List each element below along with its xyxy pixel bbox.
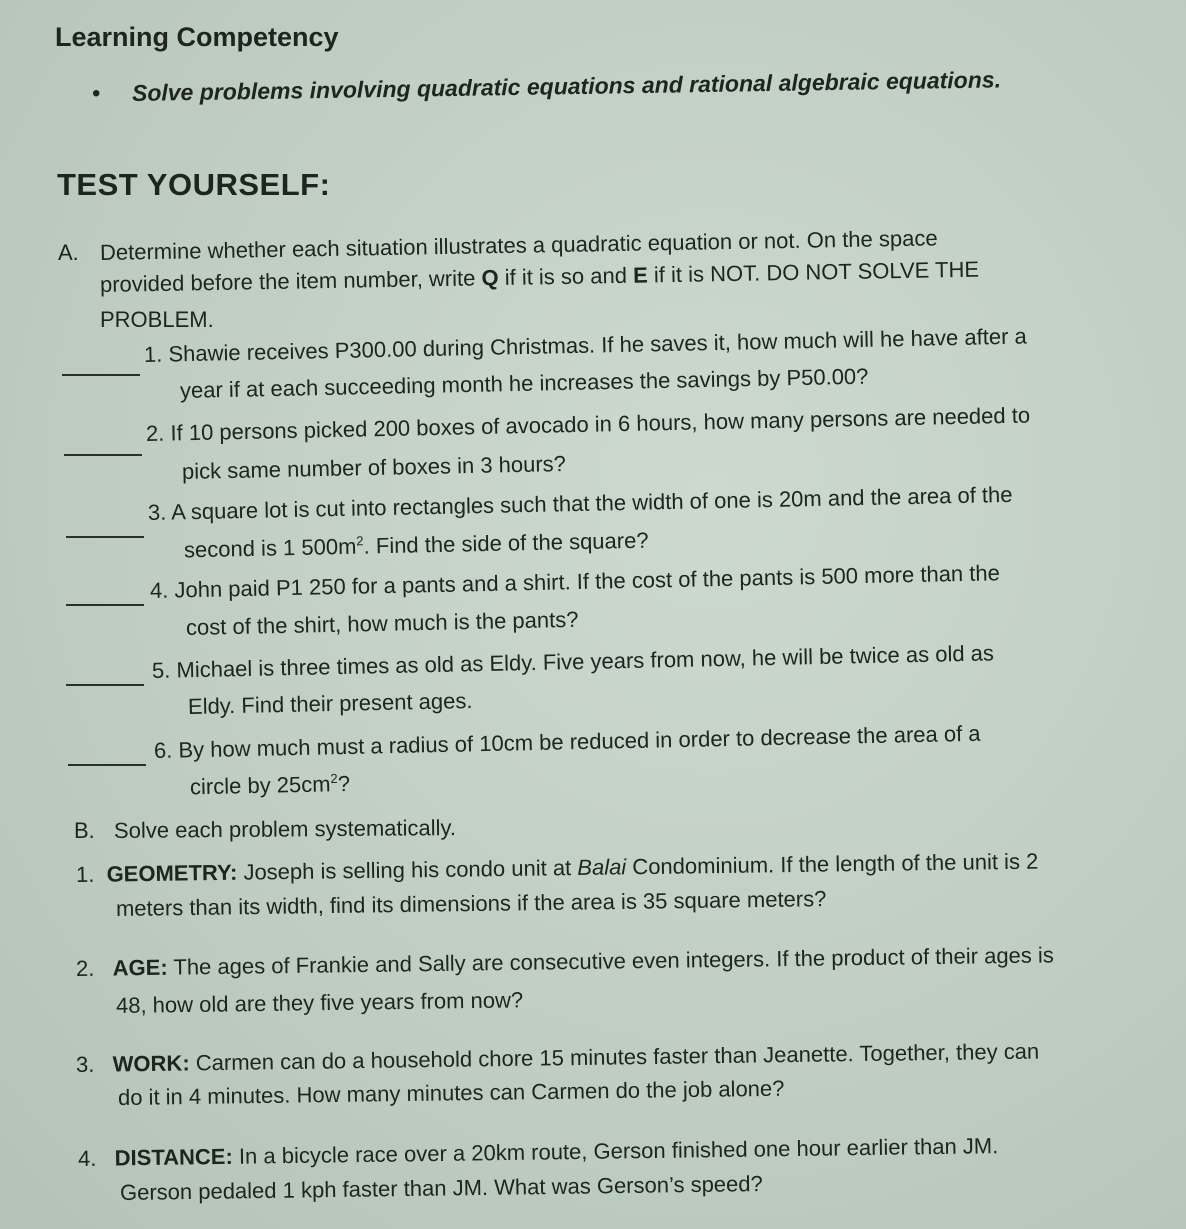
section-a-item-3-line1	[148, 482, 1013, 526]
superscript: 2	[356, 533, 364, 549]
item-text: circle by 25cm	[189, 771, 331, 800]
item-topic: AGE:	[112, 954, 168, 981]
section-b-item-4-line1	[78, 1133, 999, 1172]
competency-heading: Learning Competency	[55, 22, 339, 52]
section-b-item-2-line2: 48, how old are they five years from now?	[115, 987, 524, 1018]
item-text: A square lot is cut into rectangles such that the width of one is 20m and the area of the	[170, 481, 1013, 525]
item-number: 6.	[153, 737, 173, 763]
section-b-item-1-line1	[76, 849, 1039, 888]
answer-blank-4[interactable]	[66, 604, 144, 606]
item-text: Condominium. If the length of the unit is 2	[626, 848, 1039, 880]
instruction-text: if it is so and	[498, 262, 634, 291]
item-text: second is 1 500m	[183, 533, 357, 563]
instruction-e-code: E	[632, 262, 648, 288]
item-text: John paid P1 250 for a pants and a shirt. If the cost of the pants is 500 more than the	[174, 560, 1001, 603]
section-b-label: B.	[74, 818, 95, 843]
item-topic: WORK:	[112, 1050, 190, 1077]
section-b-item-4-line2: Gerson pedaled 1 kph faster than JM. What was Gerson’s speed?	[119, 1171, 763, 1205]
item-number: 4.	[149, 577, 169, 603]
item-text: Carmen can do a household chore 15 minutes faster than Jeanette. Together, they can	[189, 1038, 1040, 1076]
section-a-item-4-line2: cost of the shirt, how much is the pants?	[185, 606, 579, 640]
item-topic: GEOMETRY:	[106, 859, 238, 887]
item-number: 2.	[75, 955, 95, 981]
test-yourself-heading: TEST YOURSELF:	[57, 167, 331, 202]
item-number: 1.	[143, 341, 163, 367]
item-number: 1.	[75, 861, 95, 887]
answer-blank-2[interactable]	[64, 454, 142, 456]
item-topic: DISTANCE:	[114, 1143, 234, 1171]
section-a-item-1-line2: year if at each succeeding month he increases the savings by P50.00?	[179, 363, 869, 403]
item-number: 4.	[77, 1145, 97, 1171]
answer-blank-3[interactable]	[66, 536, 144, 538]
item-text: If 10 persons picked 200 boxes of avocado in 6 hours, how many persons are needed to	[170, 402, 1031, 446]
section-a-item-5-line1	[152, 640, 994, 684]
item-text: . Find the side of the square?	[363, 527, 649, 559]
section-a-item-4-line1	[150, 560, 1000, 604]
section-a-item-2-line1	[146, 402, 1031, 447]
section-a-item-3-line2	[184, 527, 649, 563]
condo-name	[577, 854, 626, 880]
answer-blank-5[interactable]	[66, 684, 144, 686]
section-b-item-3-line2: do it in 4 minutes. How many minutes can Carmen do the job alone?	[117, 1075, 785, 1110]
superscript: 2	[330, 770, 338, 787]
bullet-marker: •	[92, 80, 101, 107]
item-number: 3.	[75, 1051, 95, 1077]
condo-name-part: ai	[608, 854, 627, 880]
item-text: Joseph is selling his condo unit at	[237, 855, 578, 885]
section-a-label: A.	[58, 240, 79, 265]
item-number: 2.	[145, 420, 165, 446]
section-b-item-2-line1	[76, 942, 1054, 982]
condo-name-part: Bal	[577, 854, 610, 880]
section-a-item-5-line2: Eldy. Find their present ages.	[187, 688, 473, 719]
item-number: 3.	[147, 499, 167, 525]
section-b-instruction: Solve each problem systematically.	[113, 815, 457, 843]
section-a-instruction-line3: PROBLEM.	[100, 307, 214, 332]
instruction-text: provided before the item number, write	[99, 265, 482, 297]
instruction-q-code: Q	[481, 265, 499, 291]
item-text: By how much must a radius of 10cm be reduced in order to decrease the area of a	[178, 720, 981, 763]
competency-text: Solve problems involving quadratic equations and rational algebraic equations.	[131, 66, 1002, 106]
section-a-item-6-line1	[154, 721, 981, 764]
section-a-item-6-line2	[190, 771, 351, 801]
item-text: Michael is three times as old as Eldy. Five years from now, he will be twice as old as	[176, 640, 995, 683]
item-text: In a bicycle race over a 20km route, Gerson finished one hour earlier than JM.	[232, 1133, 999, 1169]
section-b-item-1-line2: meters than its width, find its dimensions if the area is 35 square meters?	[115, 886, 827, 921]
instruction-text: if it is NOT. DO NOT SOLVE THE	[647, 256, 980, 288]
section-a-instruction-line1: Determine whether each situation illustrates a quadratic equation or not. On the space	[99, 225, 938, 265]
answer-blank-1[interactable]	[62, 374, 140, 376]
item-text: Shawie receives P300.00 during Christmas. If he saves it, how much will he have after a	[168, 323, 1027, 367]
section-a-item-1-line1	[144, 324, 1027, 368]
section-b-item-3-line1	[76, 1039, 1040, 1078]
item-text: ?	[337, 770, 351, 797]
section-a-item-2-line2: pick same number of boxes in 3 hours?	[181, 450, 567, 484]
answer-blank-6[interactable]	[68, 764, 146, 766]
item-number: 5.	[151, 657, 171, 683]
item-text: The ages of Frankie and Sally are consecutive even integers. If the product of their ages is	[167, 942, 1054, 980]
